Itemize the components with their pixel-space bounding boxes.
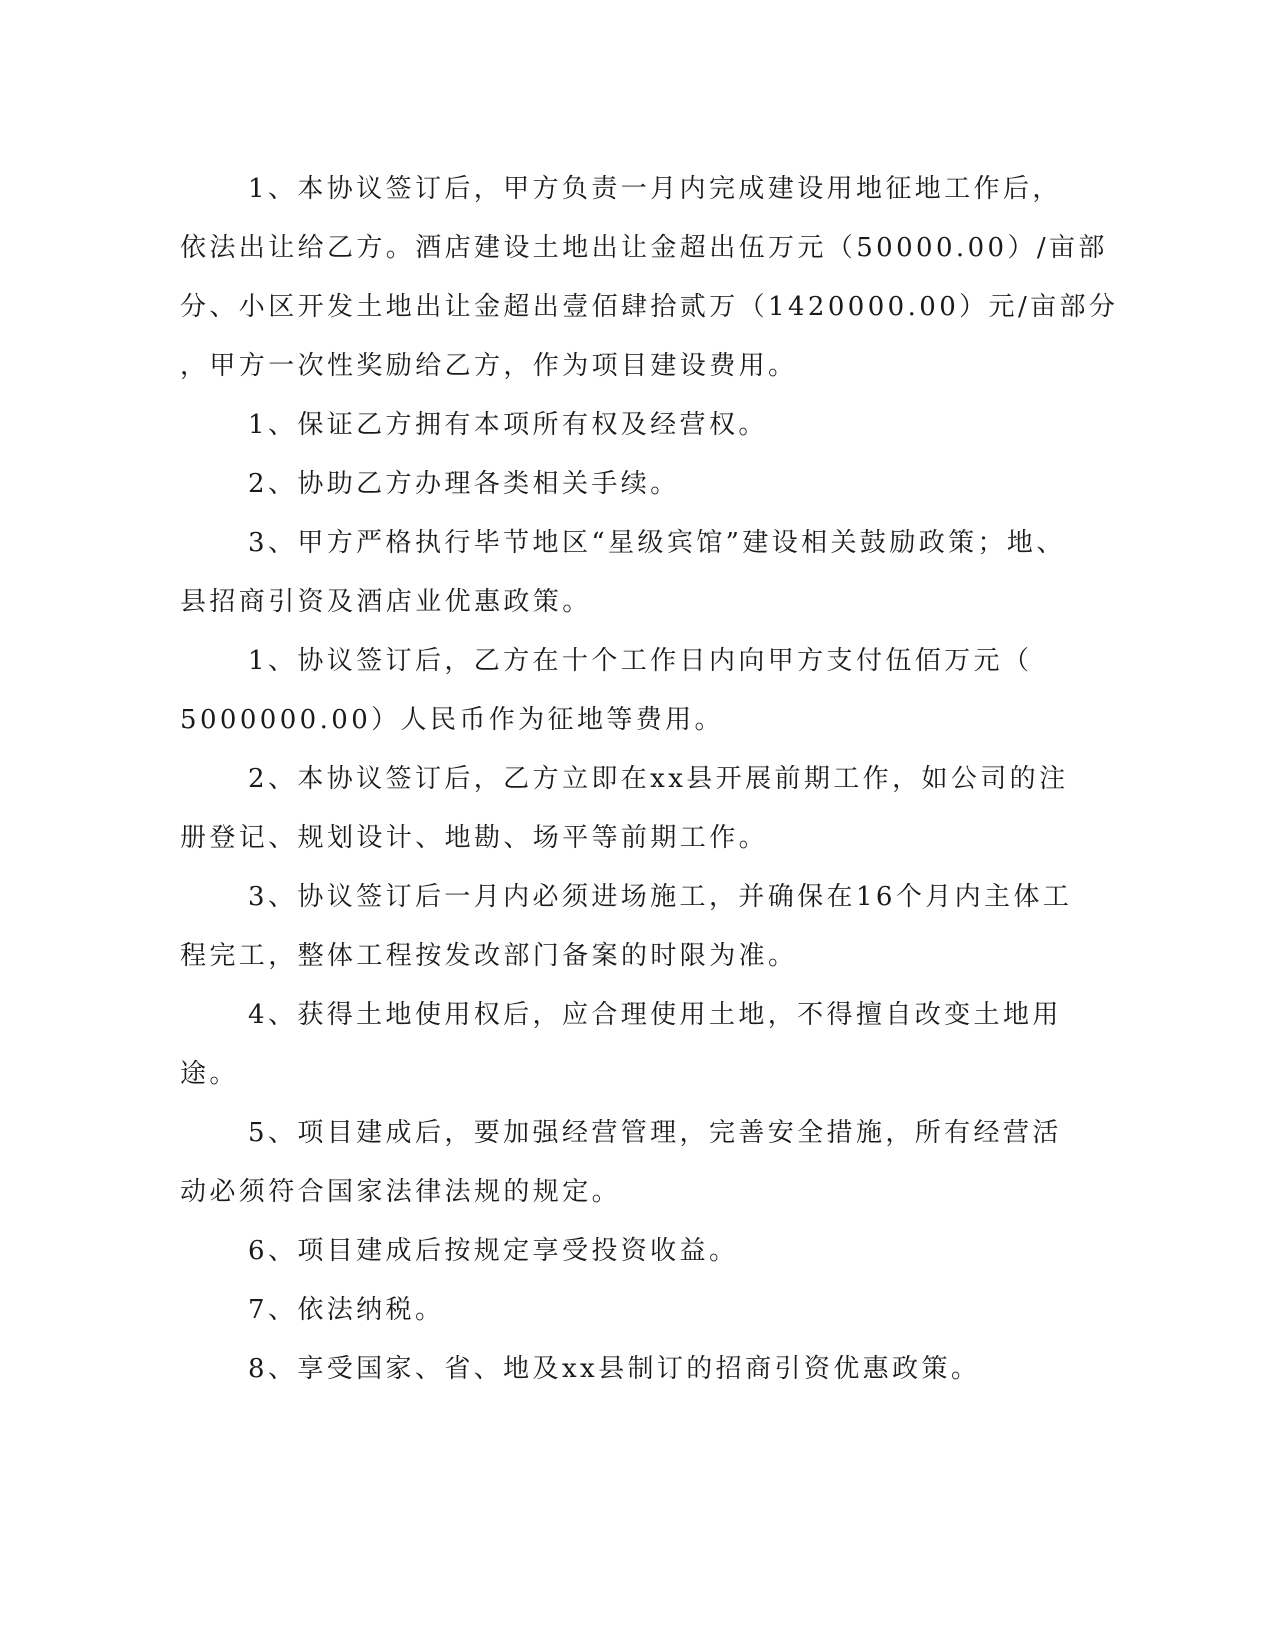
text-line: 1、协议签订后，乙方在十个工作日内向甲方支付伍佰万元（ xyxy=(248,646,1033,676)
text-line: 5000000.00）人民币作为征地等费用。 xyxy=(180,705,724,735)
text-line: 动必须符合国家法律法规的规定。 xyxy=(180,1177,622,1207)
text-line: 册登记、规划设计、地勘、场平等前期工作。 xyxy=(180,823,769,853)
text-line: 4、获得土地使用权后，应合理使用土地，不得擅自改变土地用 xyxy=(248,1000,1062,1030)
text-line: 程完工，整体工程按发改部门备案的时限为准。 xyxy=(180,941,798,971)
text-line: 依法出让给乙方。酒店建设土地出让金超出伍万元（50000.00）/亩部 xyxy=(180,233,1108,263)
paragraph-management xyxy=(180,1104,1062,1222)
text-line: 2、本协议签订后，乙方立即在xx县开展前期工作，如公司的注 xyxy=(248,764,1069,794)
text-line: 8、享受国家、省、地及xx县制订的招商引资优惠政策。 xyxy=(248,1354,981,1384)
text-line: 途。 xyxy=(180,1059,239,1089)
paragraph-tax xyxy=(180,1281,1030,1340)
text-line: 1、本协议签订后，甲方负责一月内完成建设用地征地工作后， xyxy=(248,174,1062,204)
text-line: 2、协助乙方办理各类相关手续。 xyxy=(248,469,680,499)
text-line: 3、甲方严格执行毕节地区“星级宾馆”建设相关鼓励政策；地、 xyxy=(248,528,1066,558)
paragraph-investment-income xyxy=(180,1222,1030,1281)
paragraph-preferential-policy xyxy=(180,1340,1030,1399)
text-line: 分、小区开发土地出让金超出壹佰肆拾贰万（1420000.00）元/亩部分 xyxy=(180,292,1119,322)
paragraph-land-transfer xyxy=(180,160,1119,396)
text-line: 县招商引资及酒店业优惠政策。 xyxy=(180,587,592,617)
paragraph-preliminary-work xyxy=(180,750,1069,868)
paragraph-ownership xyxy=(180,396,1030,455)
text-line: 5、项目建成后，要加强经营管理，完善安全措施，所有经营活 xyxy=(248,1118,1062,1148)
paragraph-procedures xyxy=(180,455,1030,514)
paragraph-payment xyxy=(180,632,1033,750)
text-line: 7、依法纳税。 xyxy=(248,1295,445,1325)
text-line: ，甲方一次性奖励给乙方，作为项目建设费用。 xyxy=(180,351,798,381)
text-line: 1、保证乙方拥有本项所有权及经营权。 xyxy=(248,410,768,440)
document-body xyxy=(180,160,1119,1399)
paragraph-construction xyxy=(180,868,1073,986)
text-line: 6、项目建成后按规定享受投资收益。 xyxy=(248,1236,739,1266)
paragraph-policy xyxy=(180,514,1066,632)
paragraph-land-use xyxy=(180,986,1062,1104)
text-line: 3、协议签订后一月内必须进场施工，并确保在16个月内主体工 xyxy=(248,882,1073,912)
